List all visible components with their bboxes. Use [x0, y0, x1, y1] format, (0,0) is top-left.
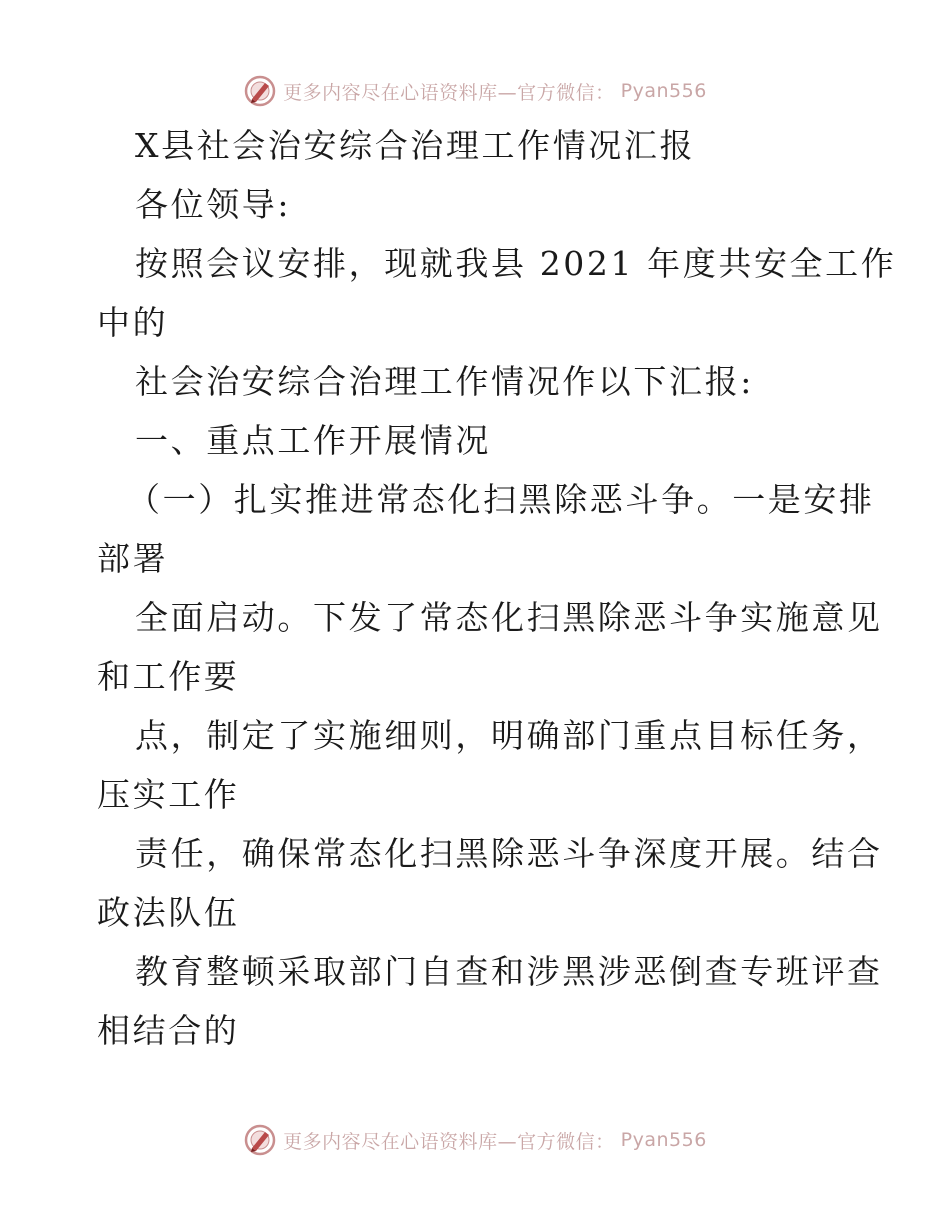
paragraph-line: 中的 — [97, 303, 169, 342]
document-body — [97, 116, 897, 1060]
pen-logo-icon — [243, 74, 277, 108]
paragraph-line: 压实工作 — [97, 775, 240, 814]
watermark-text: 更多内容尽在心语资料库—官方微信： — [283, 81, 615, 104]
footer-watermark — [0, 1120, 950, 1160]
paragraph-line: 点，制定了实施细则，明确部门重点目标任务， — [135, 716, 883, 755]
section-heading: 一、重点工作开展情况 — [135, 421, 491, 460]
paragraph-line: 教育整顿采取部门自查和涉黑涉恶倒查专班评查 — [135, 952, 883, 991]
salutation: 各位领导: — [135, 185, 292, 224]
paragraph-line: 政法队伍 — [97, 893, 240, 932]
paragraph-line: 按照会议安排，现就我县 2021 年度共安全工作 — [135, 244, 897, 283]
paragraph-line: 社会治安综合治理工作情况作以下汇报: — [135, 362, 754, 401]
paragraph-line: 部署 — [97, 539, 169, 578]
paragraph-line: 责任，确保常态化扫黑除恶斗争深度开展。结合 — [135, 834, 883, 873]
paragraph-line: 全面启动。下发了常态化扫黑除恶斗争实施意见 — [135, 598, 883, 637]
watermark-wechat-id: Pyan556 — [620, 80, 707, 102]
document-title: X县社会治安综合治理工作情况汇报 — [135, 126, 696, 165]
watermark-wechat-id: Pyan556 — [620, 1129, 707, 1151]
header-watermark — [0, 71, 950, 111]
pen-logo-icon — [243, 1123, 277, 1157]
paragraph-line: （一）扎实推进常态化扫黑除恶斗争。一是安排 — [127, 480, 875, 519]
watermark-text: 更多内容尽在心语资料库—官方微信： — [283, 1130, 615, 1153]
paragraph-line: 相结合的 — [97, 1011, 240, 1050]
paragraph-line: 和工作要 — [97, 657, 240, 696]
